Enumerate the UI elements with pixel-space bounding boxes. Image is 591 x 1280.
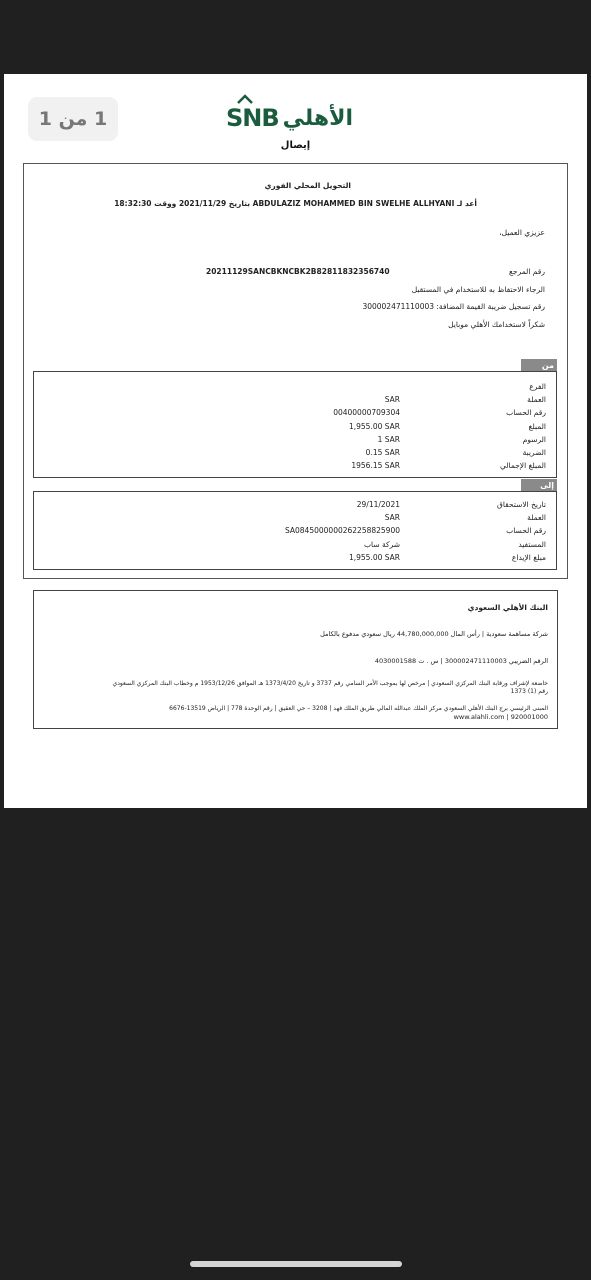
from-section-box (33, 371, 557, 478)
from-row-value: 00400000709304 (333, 408, 400, 418)
keep-note: الرجاء الاحتفاظ به للاستخدام في المستقبل (411, 285, 545, 294)
snb-logo-mark-icon (237, 94, 253, 104)
home-indicator-bar[interactable] (190, 1261, 402, 1267)
regulation-line-2: رقم (1) 1373 (510, 688, 548, 695)
reference-label: رقم المرجع (508, 267, 545, 276)
snb-logo (226, 98, 356, 138)
reference-value: 20211129SANCBKNCBK2B82811832356740 (206, 267, 390, 276)
from-row-value: 0.15 SAR (365, 448, 400, 457)
to-row-value: SA0845000000262258825900 (284, 526, 400, 536)
to-row-value: SAR (384, 513, 400, 523)
from-row-label: الضريبة (522, 448, 546, 457)
to-row-label: رقم الحساب (506, 526, 546, 536)
bank-name: البنك الأهلي السعودي (467, 603, 548, 612)
from-row-value: 1956.15 SAR (351, 461, 400, 471)
document-title: إيصال (280, 140, 311, 151)
from-row-label: المبلغ (528, 421, 546, 431)
to-row-label: المستفيد (518, 539, 546, 549)
tax-line: الرقم الضريبي 300002471110003 | س . ت 4030001588 (374, 657, 548, 665)
greeting-text: عزيزي العميل، (499, 228, 545, 237)
thanks-line: شكراً لاستخدامك الأهلي موبايل (448, 320, 545, 329)
receipt-frame (23, 163, 568, 579)
from-row-value: 1 SAR (377, 434, 400, 444)
from-row-label: الفرع (529, 382, 546, 391)
from-row-label: رقم الحساب (506, 408, 546, 418)
to-row-value: 29/11/2021 (356, 500, 400, 509)
from-row-value: SAR (384, 395, 400, 405)
address-line-1: المبنى الرئيسي برج البنك الأهلي السعودي مركز الملك عبدالله المالي طريق الملك فهد | 3208 – حي العقيق | رقم الوحدة 778 | الرياض 13519-6676 (169, 705, 548, 712)
from-row-label: المبلغ الإجمالي (500, 461, 546, 471)
logo-arabic-text: الأهلي (282, 105, 354, 131)
capital-line: شركة مساهمة سعودية | رأس المال 44,780,000,000 ريال سعودي مدفوع بالكامل (320, 630, 548, 638)
from-row-label: الرسوم (522, 434, 546, 444)
address-line-2: 920001000 | www.alahli.com (453, 713, 548, 721)
logo-latin-text: SNB (226, 104, 279, 132)
to-row-label: تاريخ الاستحقاق (497, 500, 546, 509)
to-section-tab: إلى (521, 479, 557, 492)
to-row-value: 1,955.00 SAR (348, 552, 400, 562)
regulation-line-1: خاضعة لإشراف ورقابة البنك المركزي السعودي | مرخص لها بموجب الأمر السامي رقم 3737 و تاريخ 1373/4/20 هـ الموافق 1953/12/26 م وخطاب البنك المركزي السعودي (112, 680, 548, 687)
from-row-value: 1,955.00 SAR (348, 421, 400, 431)
to-row-value: شركة ساب (363, 539, 400, 549)
from-section-tab: من (521, 359, 557, 372)
from-row-label: العملة (527, 395, 546, 405)
to-row-label: مبلغ الإيداع (511, 552, 546, 562)
transfer-type-title: التحويل المحلي الفوري (264, 181, 351, 190)
prepared-for-line: أعد لـ ABDULAZIZ MOHAMMED BIN SWELHE ALLHYANI بتاريخ 2021/11/29 ووقت 18:32:30 (114, 199, 477, 208)
page-indicator: 1 من 1 (28, 97, 118, 141)
bank-info-footer (33, 590, 558, 729)
vat-registration: رقم تسجيل ضريبة القيمة المضافة: 300002471110003 (362, 302, 545, 311)
to-section-box (33, 491, 557, 570)
to-row-label: العملة (527, 513, 546, 523)
receipt-page (4, 74, 587, 808)
